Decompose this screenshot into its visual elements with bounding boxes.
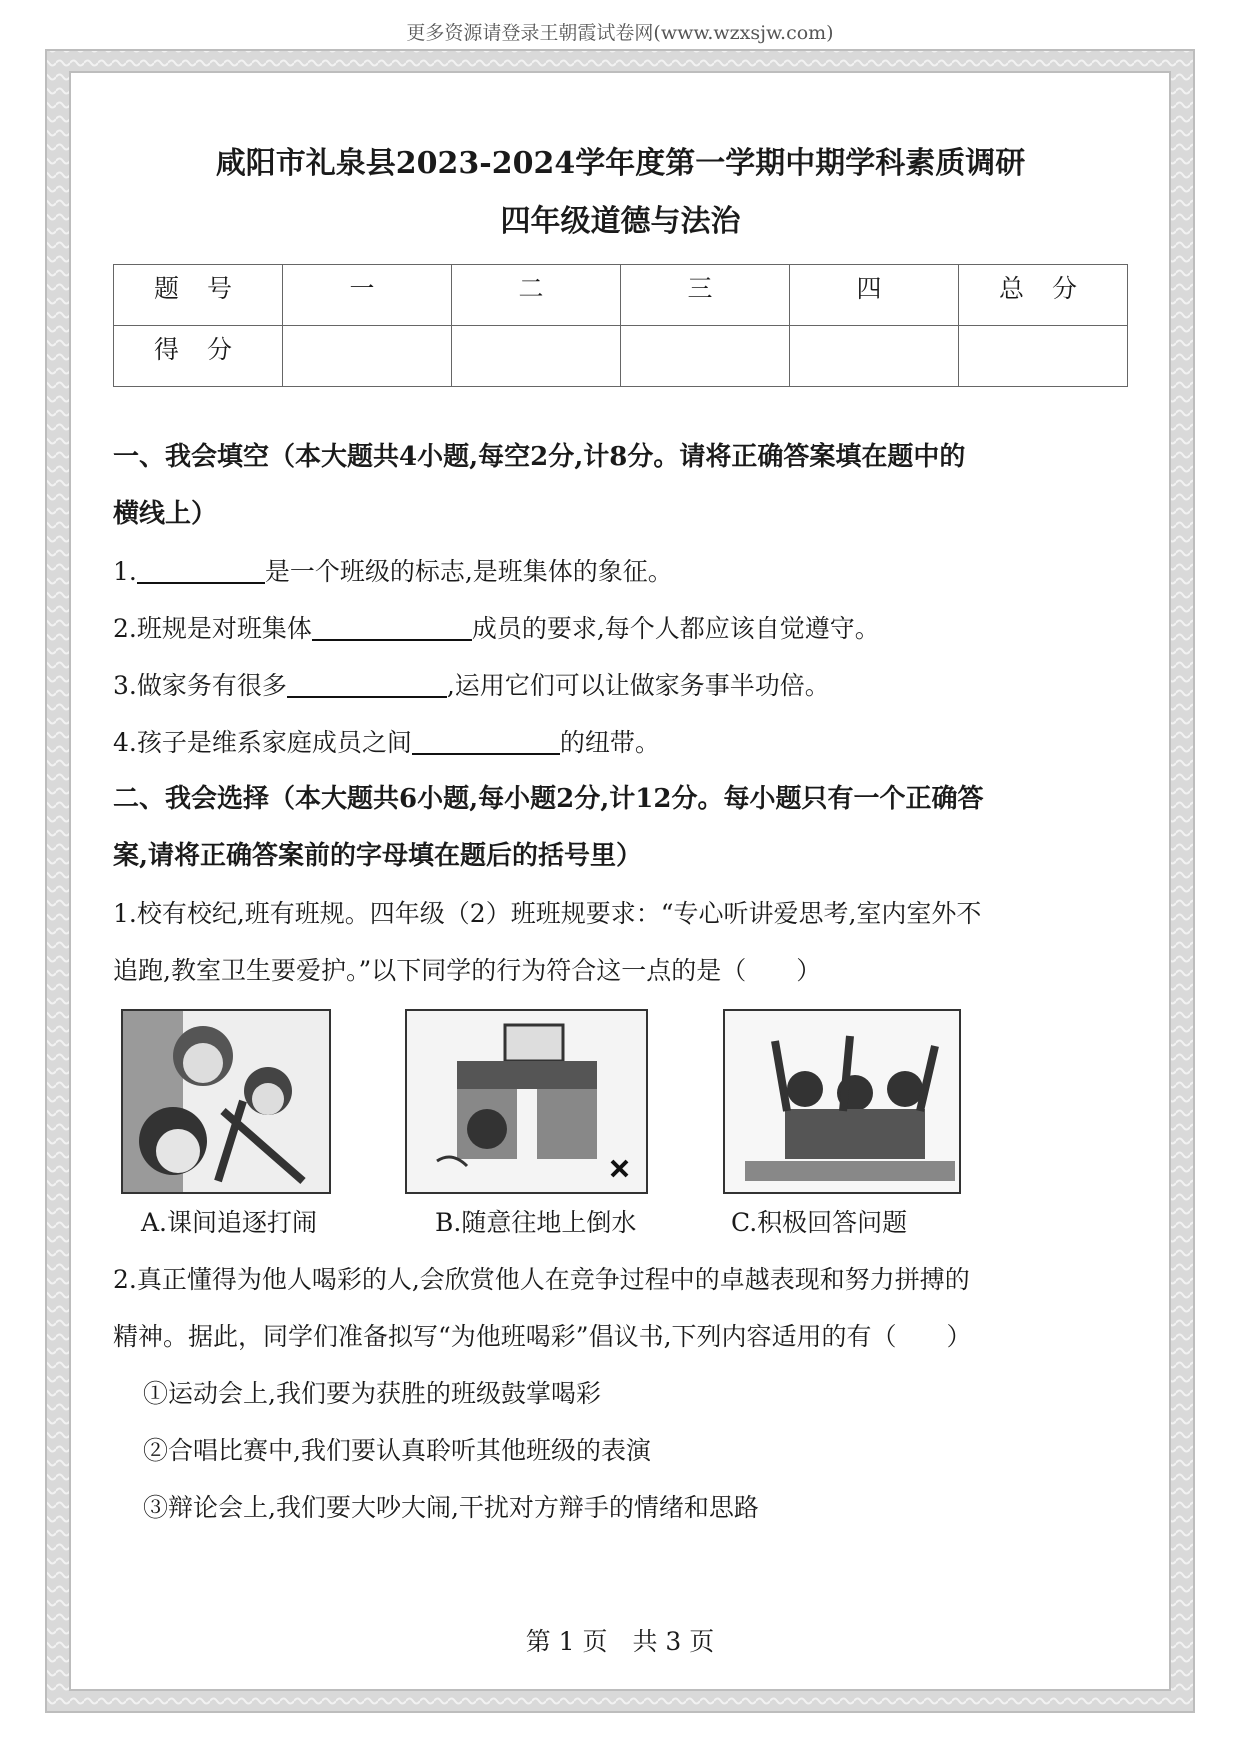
cell-score-label: 得 分 <box>114 326 283 387</box>
exam-title: 咸阳市礼泉县2023-2024学年度第一学期中期学科素质调研 <box>215 146 1026 181</box>
answer-blank[interactable] <box>137 552 265 584</box>
pouring-water-illustration <box>405 1009 648 1194</box>
score-input-cell[interactable] <box>621 326 790 387</box>
choice-question-2-line2: 精神。据此，同学们准备拟写“为他班喝彩”倡议书,下列内容适用的有（ ） <box>113 1322 972 1351</box>
section-2-heading: 二、我会选择（本大题共6小题,每小题2分,计12分。每小题只有一个正确答 <box>113 784 984 814</box>
section-2-heading-cont: 案,请将正确答案前的字母填在题后的括号里） <box>113 841 643 871</box>
question-1-options <box>113 1194 1128 1251</box>
score-table <box>113 264 1128 387</box>
choice-question-1-line2: 追跑,教室卫生要爱护。”以下同学的行为符合这一点的是（ ） <box>113 956 822 985</box>
raising-hands-illustration <box>723 1009 961 1194</box>
fill-question-4 <box>113 714 1128 771</box>
question-text: ,运用它们可以让做家务事半功倍。 <box>446 671 830 700</box>
question-2-item-3: ③辩论会上,我们要大吵大闹,干扰对方辩手的情绪和思路 <box>143 1493 759 1522</box>
score-input-cell[interactable] <box>283 326 452 387</box>
choice-question-1-line1: 1.校有校纪,班有班规。四年级（2）班班规要求：“专心听讲爱思考,室内室外不 <box>113 899 982 928</box>
cell-part-2: 二 <box>452 265 621 326</box>
score-table-score-row <box>114 326 1128 387</box>
score-input-cell[interactable] <box>452 326 621 387</box>
fill-question-2 <box>113 600 1128 657</box>
cell-part-1: 一 <box>283 265 452 326</box>
score-input-cell[interactable] <box>790 326 959 387</box>
section-1-heading-cont: 横线上） <box>113 499 218 529</box>
answer-blank[interactable] <box>412 723 560 755</box>
cell-total-label: 总 分 <box>959 265 1128 326</box>
cell-question-number-label: 题 号 <box>114 265 283 326</box>
exam-subtitle: 四年级道德与法治 <box>500 204 741 239</box>
question-text: 4.孩子是维系家庭成员之间 <box>113 728 412 757</box>
question-text: 3.做家务有很多 <box>113 671 287 700</box>
option-b[interactable]: B.随意往地上倒水 <box>435 1208 637 1237</box>
question-2-item-2: ②合唱比赛中,我们要认真聆听其他班级的表演 <box>143 1436 651 1465</box>
question-1-illustrations <box>113 1009 1128 1194</box>
chasing-fighting-illustration <box>121 1009 331 1194</box>
cell-part-4: 四 <box>790 265 959 326</box>
site-header: 更多资源请登录王朝霞试卷网(www.wzxsjw.com) <box>406 22 834 44</box>
answer-blank[interactable] <box>287 666 447 698</box>
question-text: 的纽带。 <box>559 728 660 757</box>
cell-part-3: 三 <box>621 265 790 326</box>
fill-question-1 <box>113 543 1128 600</box>
question-2-item-1: ①运动会上,我们要为获胜的班级鼓掌喝彩 <box>143 1379 601 1408</box>
exam-content <box>113 140 1128 1536</box>
score-input-cell[interactable] <box>959 326 1128 387</box>
question-text: 成员的要求,每个人都应该自觉遵守。 <box>471 614 880 643</box>
answer-blank[interactable] <box>312 609 472 641</box>
score-table-header-row <box>114 265 1128 326</box>
section-1-heading: 一、我会填空（本大题共4小题,每空2分,计8分。请将正确答案填在题中的 <box>113 442 966 472</box>
option-a[interactable]: A.课间追逐打闹 <box>141 1208 318 1237</box>
fill-question-3 <box>113 657 1128 714</box>
question-text: 2.班规是对班集体 <box>113 614 312 643</box>
choice-question-2-line1: 2.真正懂得为他人喝彩的人,会欣赏他人在竞争过程中的卓越表现和努力拼搏的 <box>113 1265 970 1294</box>
question-text: 是一个班级的标志,是班集体的象征。 <box>264 557 673 586</box>
option-c[interactable]: C.积极回答问题 <box>731 1208 908 1237</box>
question-number: 1. <box>113 557 137 586</box>
page-footer: 第 1 页 共 3 页 <box>525 1627 715 1656</box>
